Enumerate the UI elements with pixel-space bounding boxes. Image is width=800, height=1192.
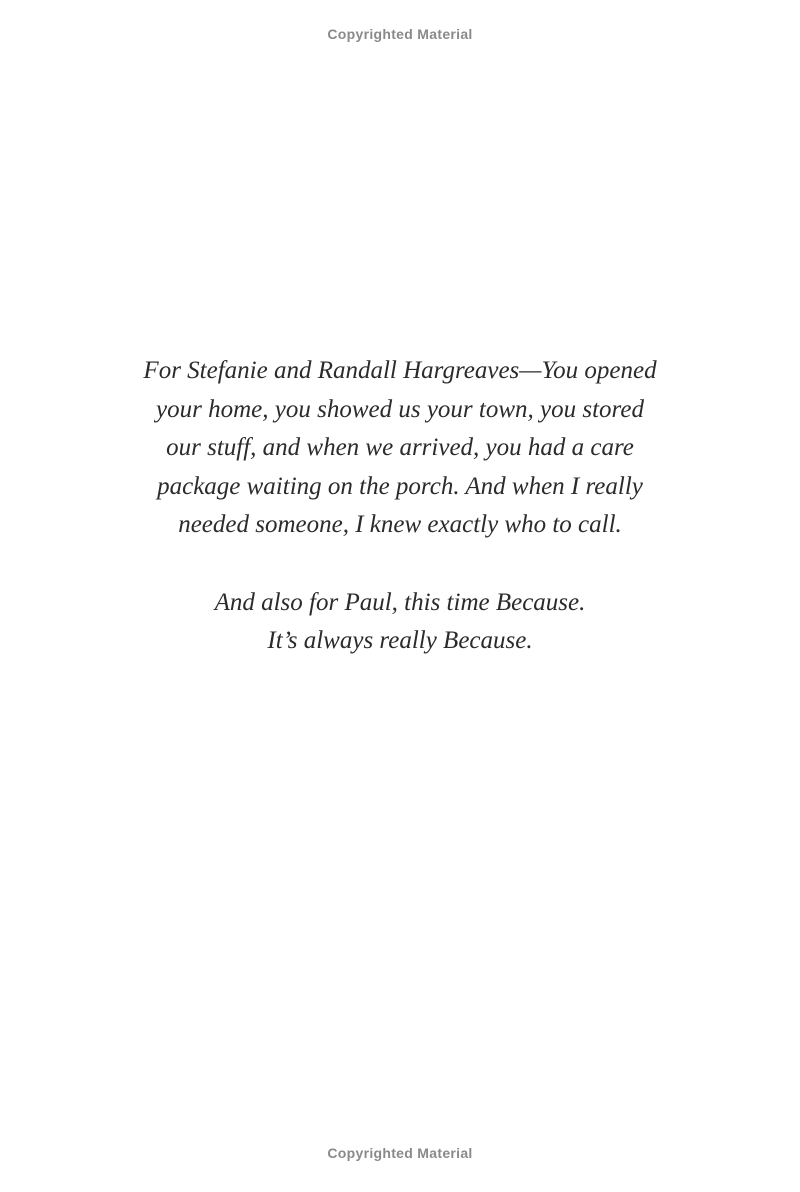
paragraph-spacer bbox=[0, 545, 800, 584]
dedication-line: our stuff, and when we arrived, you had a care bbox=[166, 434, 634, 462]
dedication-line: your home, you showed us your town, you stored bbox=[156, 395, 644, 423]
copyright-notice-bottom: Copyrighted Material bbox=[327, 1145, 473, 1161]
dedication-line: It’s always really Because. bbox=[267, 627, 533, 655]
dedication-paragraph-1 bbox=[0, 352, 800, 545]
copyright-notice-top: Copyrighted Material bbox=[327, 26, 473, 42]
dedication-text bbox=[0, 352, 800, 661]
dedication-line: package waiting on the porch. And when I really bbox=[157, 472, 643, 500]
dedication-line: And also for Paul, this time Because. bbox=[214, 588, 586, 616]
dedication-line: needed someone, I knew exactly who to call. bbox=[178, 511, 622, 539]
dedication-line: For Stefanie and Randall Hargreaves—You opened bbox=[143, 357, 657, 384]
dedication-paragraph-2 bbox=[0, 584, 800, 661]
